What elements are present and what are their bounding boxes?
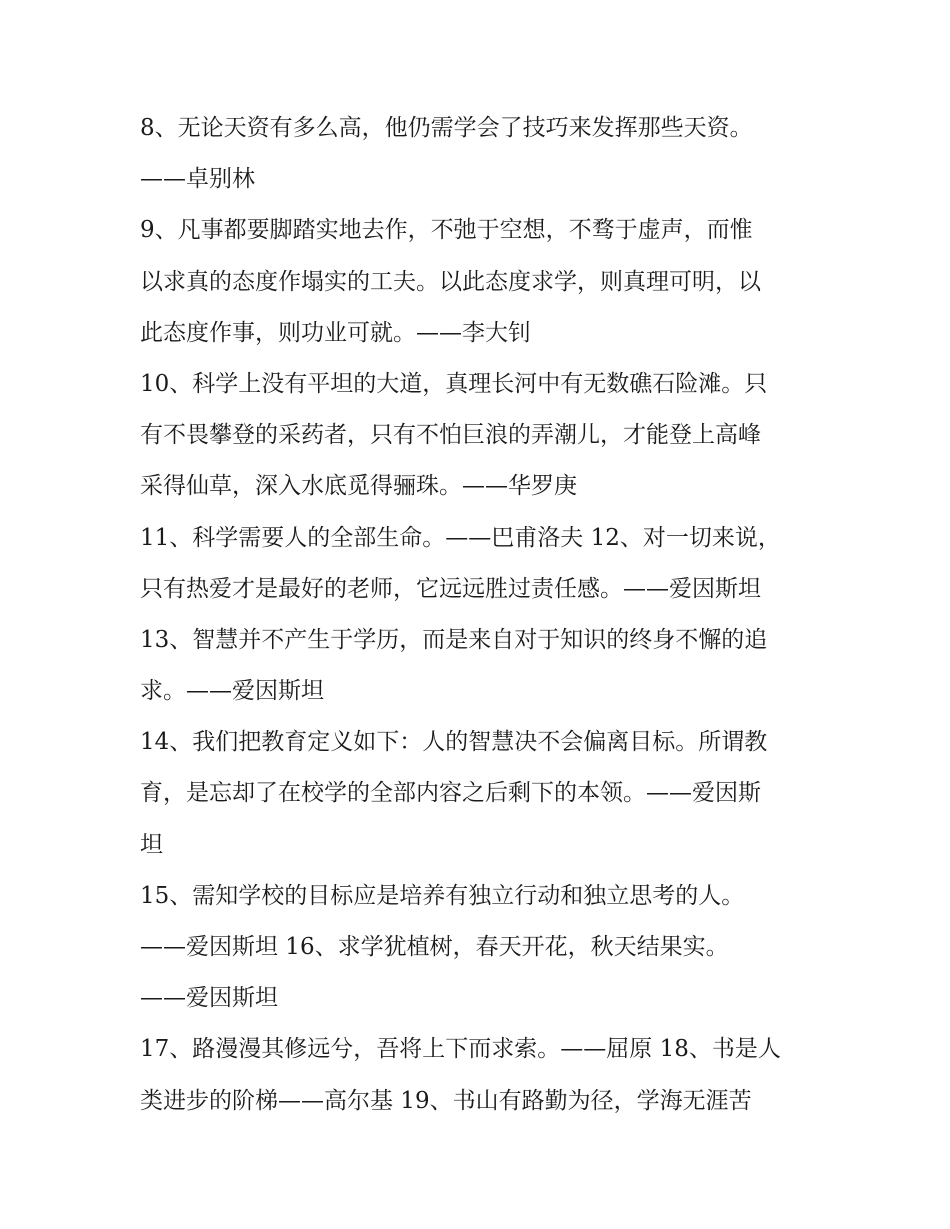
text-line: 有不畏攀登的采药者，只有不怕巨浪的弄潮儿，才能登上高峰 [140,422,761,449]
text-line: 只有热爱才是最好的老师，它远远胜过责任感。——爱因斯坦 [140,575,761,602]
text-line: ——爱因斯坦 16、求学犹植树，春天开花，秋天结果实。 [140,934,729,960]
text-line: 17、路漫漫其修远兮，吾将上下而求索。——屈原 18、书是人 [140,1036,781,1063]
text-line: 10、科学上没有平坦的大道，真理长河中有无数礁石险滩。只 [140,370,768,397]
text-line: ——爱因斯坦 [140,985,278,1012]
document-body [140,103,820,1127]
text-line: 13、智慧并不产生于学历，而是来自对于知识的终身不懈的追 [140,626,768,653]
text-line: 类进步的阶梯——高尔基 19、书山有路勤为径，学海无涯苦 [140,1087,752,1114]
text-line: 求。——爱因斯坦 [140,678,324,705]
text-line: 坦 [140,831,163,858]
text-line: 15、需知学校的目标应是培养有独立行动和独立思考的人。 [140,882,745,909]
text-line: 育，是忘却了在校学的全部内容之后剩下的本领。——爱因斯 [140,780,761,807]
text-line: 以求真的态度作塌实的工夫。以此态度求学，则真理可明，以 [140,268,761,295]
text-line: 8、无论天资有多么高，他仍需学会了技巧来发挥那些天资。 [140,115,753,141]
text-line: 此态度作事，则功业可就。——李大钊 [140,319,531,346]
text-line: 14、我们把教育定义如下：人的智慧决不会偏离目标。所谓教 [140,729,768,756]
text-line: 11、科学需要人的全部生命。——巴甫洛夫 12、对一切来说， [140,524,781,551]
text-line: 9、凡事都要脚踏实地去作，不弛于空想，不骛于虚声，而惟 [140,217,753,244]
text-line: ——卓别林 [140,166,255,193]
text-line: 采得仙草，深入水底觅得骊珠。——华罗庚 [140,473,577,500]
